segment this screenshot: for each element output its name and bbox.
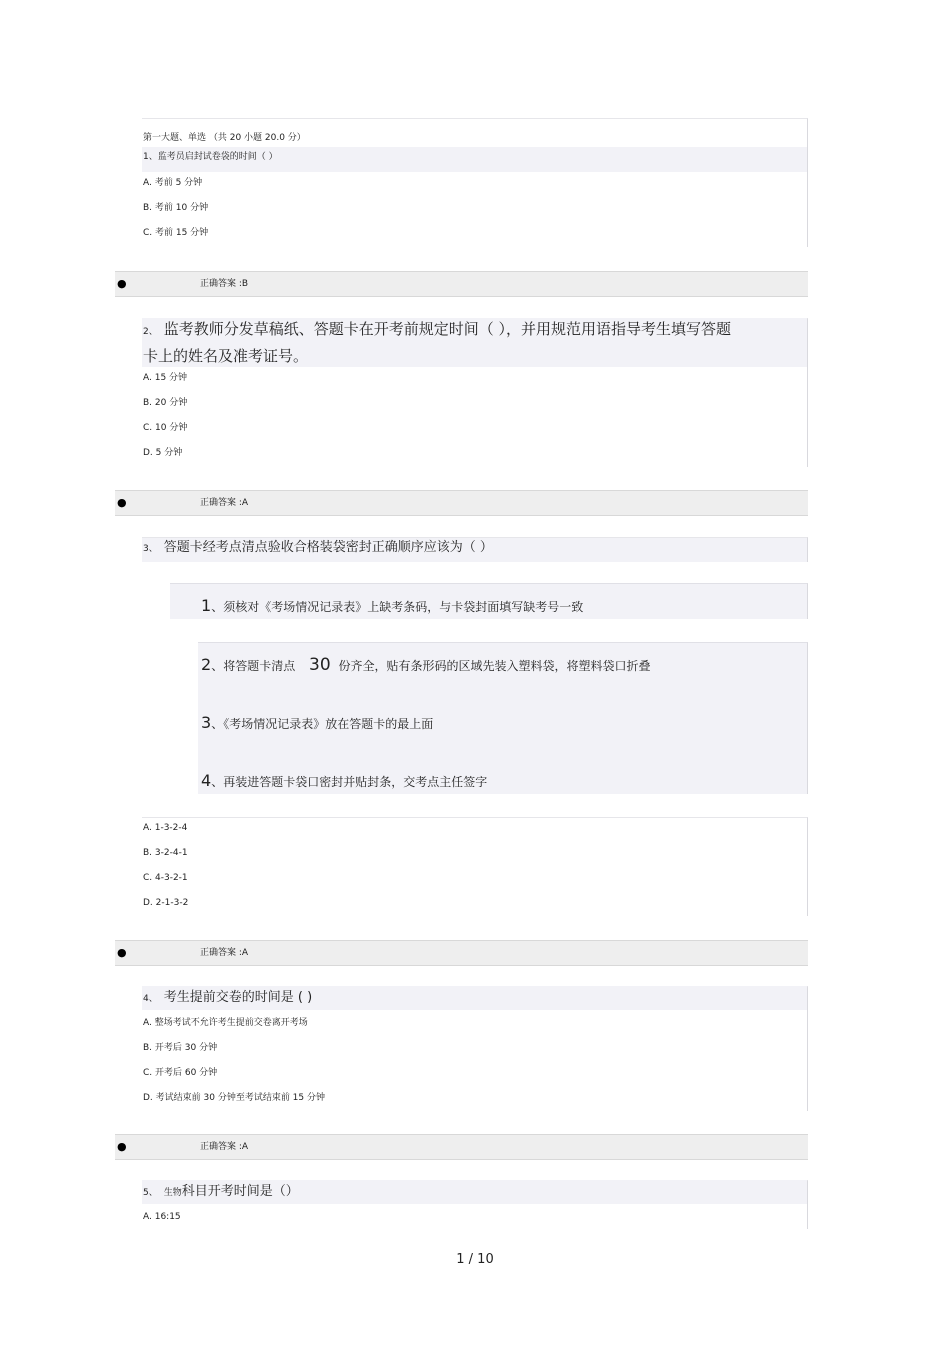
question-4-option-b[interactable]: B. 开考后 30 分钟 — [143, 1043, 218, 1053]
question-2-option-b[interactable]: B. 20 分钟 — [143, 398, 188, 408]
section-title: 第一大题、单选 （共 20 小题 20.0 分） — [143, 133, 306, 143]
step-2-text-a: 、将答题卡清点 — [211, 659, 300, 673]
step-4 — [201, 771, 487, 792]
question-4-option-a[interactable]: A. 整场考试不允许考生提前交卷离开考场 — [143, 1018, 308, 1028]
answer-3-text: 正确答案 :A — [200, 948, 249, 958]
question-3-stem: 答题卡经考点清点验收合格装袋密封正确顺序应该为（ ） — [163, 540, 493, 555]
question-5-stem: 科目开考时间是（） — [181, 1184, 299, 1199]
question-1-option-a[interactable]: A. 考前 5 分钟 — [143, 178, 203, 188]
question-3-options-box — [142, 817, 808, 916]
answer-2-text: 正确答案 :A — [200, 498, 249, 508]
step-3-number: 3 — [201, 713, 212, 732]
step-2 — [201, 655, 650, 676]
question-4-option-d[interactable]: D. 考试结束前 30 分钟至考试结束前 15 分钟 — [143, 1093, 326, 1103]
question-4-option-c[interactable]: C. 开考后 60 分钟 — [143, 1068, 218, 1078]
question-4-number: 4、 — [143, 994, 158, 1004]
question-5-number: 5、 — [143, 1188, 158, 1198]
question-5-subject: 生物 — [163, 1188, 182, 1198]
answer-1-text: 正确答案 :B — [200, 279, 249, 289]
step-3-text: 、《考场情况记录表》放在答题卡的最上面 — [211, 717, 434, 731]
step-1-number: 1 — [201, 596, 212, 615]
question-3-option-c[interactable]: C. 4-3-2-1 — [143, 873, 188, 883]
question-2-option-d[interactable]: D. 5 分钟 — [143, 448, 183, 458]
step-4-text: 、再装进答题卡袋口密封并贴封条，交考点主任签字 — [211, 775, 488, 789]
step-1 — [201, 596, 583, 617]
question-2-option-a[interactable]: A. 15 分钟 — [143, 373, 188, 383]
question-3-number: 3、 — [143, 544, 158, 554]
answer-bar-3 — [115, 940, 808, 966]
question-2-line-1: 监考教师分发草稿纸、答题卡在开考前规定时间（ ），并用规范用语指导考生填写答题 — [163, 320, 732, 338]
bullet-icon: ● — [117, 946, 127, 959]
question-3-option-a[interactable]: A. 1-3-2-4 — [143, 823, 188, 833]
bullet-icon: ● — [117, 496, 127, 509]
answer-bar-2 — [115, 490, 808, 516]
step-4-number: 4 — [201, 771, 212, 790]
question-2-number: 2、 — [143, 327, 158, 337]
question-5-text — [143, 1183, 299, 1202]
page-indicator: 1 / 10 — [456, 1252, 494, 1267]
answer-bar-4 — [115, 1134, 808, 1160]
question-1-text: 1、监考员启封试卷袋的时间（ ） — [143, 152, 278, 162]
step-3 — [201, 713, 433, 734]
question-3-text — [143, 539, 493, 558]
answer-bar-1 — [115, 271, 808, 297]
question-3-option-d[interactable]: D. 2-1-3-2 — [143, 898, 189, 908]
step-2-text-b: 份齐全，贴有条形码的区域先装入塑料袋，将塑料袋口折叠 — [334, 659, 651, 673]
answer-4-text: 正确答案 :A — [200, 1142, 249, 1152]
question-2-line-2: 卡上的姓名及准考证号。 — [143, 347, 309, 365]
step-2-count: 30 — [309, 655, 331, 675]
question-3-option-b[interactable]: B. 3-2-4-1 — [143, 848, 188, 858]
question-4-stem: 考生提前交卷的时间是 ( ) — [163, 990, 313, 1005]
question-2-option-c[interactable]: C. 10 分钟 — [143, 423, 188, 433]
question-5-option-a[interactable]: A. 16:15 — [143, 1212, 181, 1222]
step-2-number: 2 — [201, 655, 212, 674]
step-1-text: 、须核对《考场情况记录表》上缺考条码，与卡袋封面填写缺考号一致 — [211, 600, 584, 614]
question-4-text — [143, 989, 312, 1008]
bullet-icon: ● — [117, 1140, 127, 1153]
question-2-text — [143, 317, 803, 368]
bullet-icon: ● — [117, 277, 127, 290]
question-1-option-c[interactable]: C. 考前 15 分钟 — [143, 228, 209, 238]
question-1-option-b[interactable]: B. 考前 10 分钟 — [143, 203, 209, 213]
